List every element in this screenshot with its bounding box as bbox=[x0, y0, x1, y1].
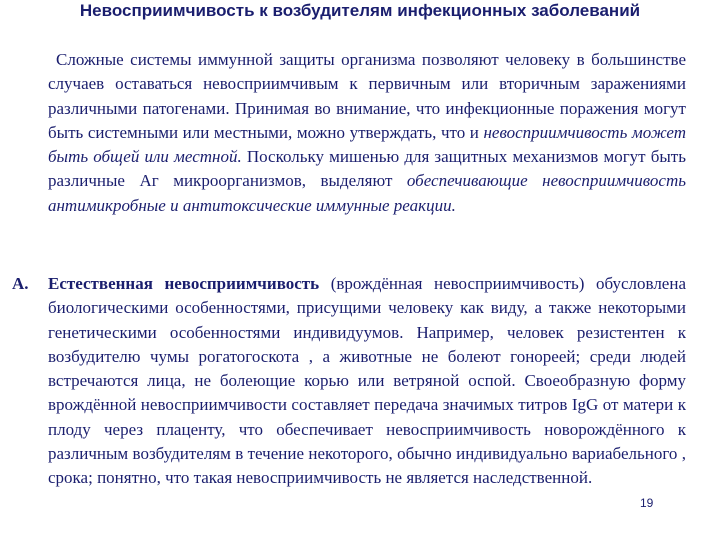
slide-title: Невосприимчивость к возбудителям инфекционных заболеваний bbox=[79, 1, 641, 20]
natural-immunity-term: Естественная невосприимчивость bbox=[48, 274, 320, 293]
natural-immunity-paragraph bbox=[48, 272, 686, 491]
intro-text-2: Поскольку мишенью для защитных механизмов могут быть различные Аг микроорганизмов, выделяют bbox=[48, 147, 686, 191]
list-marker: А. bbox=[12, 274, 29, 293]
intro-italic-1: невосприимчивость может быть общей или местной. bbox=[48, 122, 687, 167]
intro-text-1: Сложные системы иммунной защиты организма позволяют человеку в большинстве случаев оставаться невосприимчивым к первичным или вторичным заражениями различными патогенами. Принимая во внимание, что инфекционные поражения могут быть системными или местными, можно утверждать, что и bbox=[48, 50, 686, 142]
natural-immunity-text: (врождённая невосприимчивость) обусловлена биологическими особенностями, присущими человеку как виду, а также некоторыми генетическими особенностями индивидуумов. Например, человек резистентен к возбудителю чумы рогатогоскота , а животные не болеют гонореей; среди людей встречаются лица, не болеющие корью или ветряной оспой. Своеобразную форму врождённой невосприимчивости составляет передача значимых титров IgG от матери к плоду через плаценту, что обеспечивает невосприимчивость новорождённого к различным возбудителям в течение некоторого, обычно индивидуально вариабельного , срока; понятно, что такая невосприимчивость не является наследственной. bbox=[48, 274, 686, 488]
intro-italic-2: обеспечивающие невосприимчивость антимикробные и антитоксические иммунные реакции. bbox=[48, 171, 686, 215]
page-number: 19 bbox=[640, 496, 654, 510]
intro-paragraph bbox=[48, 48, 686, 218]
